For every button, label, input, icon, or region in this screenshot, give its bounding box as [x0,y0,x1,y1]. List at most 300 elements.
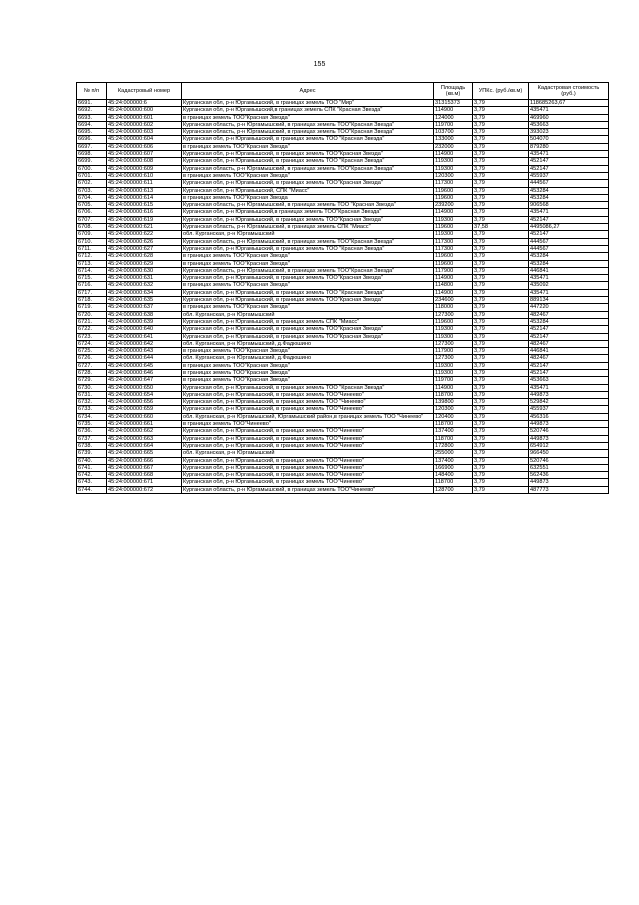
upks-cell: 3,79 [473,413,529,420]
table-row [77,428,609,435]
area-cell: 119600 [434,260,473,267]
area-cell: 119600 [434,194,473,201]
cadastral-value-cell: 452147 [529,165,609,172]
cadastral-value-cell: 482467 [529,355,609,362]
upks-cell: 3,79 [473,129,529,136]
area-cell: 114900 [434,151,473,158]
upks-cell: 3,79 [473,428,529,435]
cadastral-number-cell: 45:24:000000:635 [107,297,182,304]
header-cadastral-value: Кадастровая стоимость (руб.) [529,83,609,100]
table-row [77,413,609,420]
area-cell: 137400 [434,428,473,435]
address-cell: Курганская обл, р-н Юргамышский, в границах земель ТОО"Чинеево" [182,428,434,435]
address-cell: Курганская обл, р-н Юргамышский, в границах земель ТОО"Красная Звезда" [182,151,434,158]
table-row [77,355,609,362]
table-row [77,209,609,216]
upks-cell: 3,79 [473,377,529,384]
area-cell: 120300 [434,406,473,413]
cadastral-number-cell: 45:24:000000:634 [107,289,182,296]
table-row [77,180,609,187]
address-cell: Курганская обл, р-н Юргамышский, в границах земель ТОО"Красная Звезда" [182,333,434,340]
address-cell: обл. Курганская, р-н Юргамышский [182,231,434,238]
cadastral-value-cell: 449873 [529,421,609,428]
cadastral-number-cell: 45:24:000000:671 [107,479,182,486]
upks-cell: 3,79 [473,297,529,304]
area-cell: 119600 [434,253,473,260]
upks-cell: 3,79 [473,289,529,296]
cadastral-value-cell: 453663 [529,377,609,384]
row-number-cell: 6695. [77,129,107,136]
cadastral-value-cell: 562436 [529,472,609,479]
cadastral-number-cell: 45:24:000000:666 [107,457,182,464]
cadastral-number-cell: 45:24:000000:602 [107,121,182,128]
table-header-row [77,83,609,100]
cadastral-value-cell: 435092 [529,282,609,289]
upks-cell: 3,79 [473,180,529,187]
table-row [77,377,609,384]
upks-cell: 3,79 [473,457,529,464]
address-cell: Курганская обл, р-н Юргамышский, в границах земель ТОО "Красная Звезда" [182,158,434,165]
cadastral-number-cell: 45:24:000000:667 [107,464,182,471]
cadastral-number-cell: 45:24:000000:640 [107,326,182,333]
row-number-cell: 6730. [77,384,107,391]
upks-cell: 3,79 [473,318,529,325]
row-number-cell: 6707. [77,216,107,223]
area-cell: 119300 [434,165,473,172]
area-cell: 234600 [434,297,473,304]
cadastral-number-cell: 45:24:000000:668 [107,472,182,479]
address-cell: Курганская область, р-н Юргамышский, в границах земель ТОО"Красная Звезда" [182,129,434,136]
address-cell: Курганская обл, р-н Юргамышский, в границах земель ТОО"Чинеево" [182,435,434,442]
cadastral-value-cell: 632551 [529,464,609,471]
table-row [77,158,609,165]
upks-cell: 3,79 [473,100,529,107]
cadastral-value-cell: 4495086,27 [529,224,609,231]
cadastral-number-cell: 45:24:000000:629 [107,260,182,267]
header-cadastral-number: Кадастровый номер [107,83,182,100]
address-cell: Курганская обл, р-н Юргамышский, в границах земель ТОО"Чинеево" [182,391,434,398]
cadastral-value-cell: 520746 [529,457,609,464]
address-cell: обл. Курганская, р-н Юргамышский, д.Фадюшино [182,340,434,347]
upks-cell: 3,79 [473,333,529,340]
row-number-cell: 6705. [77,202,107,209]
table-row [77,333,609,340]
area-cell: 118700 [434,435,473,442]
cadastral-number-cell: 45:24:000000:654 [107,391,182,398]
area-cell: 119600 [434,224,473,231]
address-cell: в границах земель ТОО"Красная Звезда" [182,348,434,355]
cadastral-number-cell: 45:24:000000:626 [107,238,182,245]
area-cell: 239200 [434,202,473,209]
cadastral-number-cell: 45:24:000000:639 [107,318,182,325]
cadastral-number-cell: 45:24:000000:642 [107,340,182,347]
area-cell: 124000 [434,114,473,121]
address-cell: Курганская область, р-н Юргамышский, в границах земель ТОО"Чинеево" [182,486,434,493]
upks-cell: 3,79 [473,326,529,333]
area-cell: 119700 [434,121,473,128]
address-cell: Курганская область, р-н Юргамышский, в границах земель ТОО"Красная Звезда" [182,121,434,128]
upks-cell: 3,79 [473,362,529,369]
row-number-cell: 6710. [77,238,107,245]
area-cell: 103700 [434,129,473,136]
upks-cell: 3,79 [473,231,529,238]
upks-cell: 3,79 [473,216,529,223]
area-cell: 118700 [434,479,473,486]
address-cell: Курганская обл, р-н Юргамышский,в границах земель СПК "Красная Звезда" [182,107,434,114]
cadastral-number-cell: 45:24:000000:638 [107,311,182,318]
table-row [77,129,609,136]
row-number-cell: 6738. [77,442,107,449]
address-cell: Курганская обл, р-н Юргамышский, в границах земель ТОО"Красная Звезда" [182,297,434,304]
cadastral-number-cell: 45:24:000000:619 [107,216,182,223]
cadastral-value-cell: 453284 [529,187,609,194]
cadastral-number-cell: 45:24:000000:621 [107,224,182,231]
area-cell: 127300 [434,340,473,347]
area-cell: 119300 [434,362,473,369]
table-row [77,187,609,194]
address-cell: Курганская обл, р-н Юргамышский, в границах земель СПК "Миасс" [182,318,434,325]
upks-cell: 3,79 [473,348,529,355]
area-cell: 127300 [434,355,473,362]
table-row [77,275,609,282]
table-row [77,384,609,391]
table-row [77,311,609,318]
cadastral-number-cell: 45:24:000000:6 [107,100,182,107]
cadastral-value-cell: 435471 [529,275,609,282]
row-number-cell: 6724. [77,340,107,347]
row-number-cell: 6744. [77,486,107,493]
cadastral-value-cell: 452147 [529,158,609,165]
cadastral-number-cell: 45:24:000000:613 [107,187,182,194]
area-cell: 114900 [434,289,473,296]
address-cell: Курганская обл, р-н Юргамышский, в границах земель ТОО"Красная Звезда" [182,275,434,282]
address-cell: Курганская область, р-н Юргамышский, в границах земель ТОО"Красная Звезда" [182,267,434,274]
address-cell: в границах земель ТОО"Красная Звезда" [182,114,434,121]
upks-cell: 3,79 [473,435,529,442]
area-cell: 139800 [434,399,473,406]
cadastral-number-cell: 45:24:000000:604 [107,136,182,143]
cadastral-value-cell: 453284 [529,194,609,201]
cadastral-value-cell: 482467 [529,340,609,347]
upks-cell: 3,79 [473,311,529,318]
address-cell: Курганская область, р-н Юргамышский, в границах земель СПК "Миасс" [182,224,434,231]
table-row [77,479,609,486]
upks-cell: 3,79 [473,187,529,194]
address-cell: Курганская область, р-н Юргамышский, в границах земель ТОО "Красная Звезда" [182,202,434,209]
upks-cell: 3,79 [473,114,529,121]
cadastral-value-cell: 452147 [529,362,609,369]
cadastral-value-cell: 452147 [529,369,609,376]
upks-cell: 3,79 [473,391,529,398]
address-cell: Курганская обл, р-н Юргамышский, в границах земель ТОО "Чинеево" [182,399,434,406]
row-number-cell: 6743. [77,479,107,486]
table-row [77,406,609,413]
cadastral-value-cell: 453663 [529,121,609,128]
cadastral-value-cell: 449873 [529,479,609,486]
table-row [77,253,609,260]
upks-cell: 3,79 [473,384,529,391]
header-area: Площадь (кв.м) [434,83,473,100]
area-cell: 119300 [434,231,473,238]
cadastral-number-cell: 45:24:000000:615 [107,202,182,209]
upks-cell: 3,79 [473,107,529,114]
cadastral-number-cell: 45:24:000000:614 [107,194,182,201]
row-number-cell: 6711. [77,245,107,252]
upks-cell: 3,79 [473,340,529,347]
area-cell: 119300 [434,333,473,340]
cadastral-number-cell: 45:24:000000:659 [107,406,182,413]
row-number-cell: 6693. [77,114,107,121]
area-cell: 114900 [434,209,473,216]
header-upks: УПКс. (руб./кв.м) [473,83,529,100]
cadastral-number-cell: 45:24:000000:627 [107,245,182,252]
address-cell: Курганская обл, р-н Юргамышский, в границах земель ТОО "Мир" [182,100,434,107]
cadastral-value-cell: 435471 [529,151,609,158]
cadastral-value-cell: 879280 [529,143,609,150]
cadastral-number-cell: 45:24:000000:632 [107,282,182,289]
upks-cell: 3,79 [473,486,529,493]
row-number-cell: 6734. [77,413,107,420]
cadastral-value-cell: 449873 [529,391,609,398]
cadastral-number-cell: 45:24:000000:644 [107,355,182,362]
row-number-cell: 6702. [77,180,107,187]
cadastral-number-cell: 45:24:000000:656 [107,399,182,406]
cadastral-value-cell: 446841 [529,267,609,274]
table-row [77,304,609,311]
row-number-cell: 6715. [77,275,107,282]
area-cell: 255000 [434,450,473,457]
table-row [77,486,609,493]
table-row [77,136,609,143]
address-cell: в границах земель ТОО"Красная Звезда" [182,260,434,267]
cadastral-value-cell: 452147 [529,326,609,333]
area-cell: 119600 [434,318,473,325]
row-number-cell: 6700. [77,165,107,172]
area-cell: 114900 [434,275,473,282]
upks-cell: 3,79 [473,275,529,282]
area-cell: 119600 [434,187,473,194]
table-row [77,348,609,355]
cadastral-number-cell: 45:24:000000:647 [107,377,182,384]
area-cell: 137400 [434,457,473,464]
address-cell: Курганская обл, р-н Юргамышский, в границах земель ТОО"Красная Звезда" [182,216,434,223]
row-number-cell: 6703. [77,187,107,194]
row-number-cell: 6696. [77,136,107,143]
cadastral-number-cell: 45:24:000000:637 [107,304,182,311]
cadastral-number-cell: 45:24:000000:611 [107,180,182,187]
row-number-cell: 6691. [77,100,107,107]
upks-cell: 3,79 [473,121,529,128]
cadastral-number-cell: 45:24:000000:662 [107,428,182,435]
cadastral-value-cell: 435471 [529,289,609,296]
table-row [77,238,609,245]
cadastral-number-cell: 45:24:000000:630 [107,267,182,274]
row-number-cell: 6725. [77,348,107,355]
area-cell: 118700 [434,421,473,428]
upks-cell: 3,79 [473,158,529,165]
table-row [77,267,609,274]
upks-cell: 3,79 [473,355,529,362]
cadastral-number-cell: 45:24:000000:641 [107,333,182,340]
address-cell: в границах земель ТОО"Красная Звезда" [182,282,434,289]
address-cell: Курганская обл, р-н Юргамышский, в границах земель ТОО"Чинеево" [182,406,434,413]
upks-cell: 3,79 [473,464,529,471]
table-row [77,121,609,128]
address-cell: в границах земель ТОО"Красная Звезда" [182,253,434,260]
address-cell: Курганская область, р-н Юргамышский, в границах земель ТОО"Красная Звезда" [182,238,434,245]
row-number-cell: 6694. [77,121,107,128]
cadastral-number-cell: 45:24:000000:664 [107,442,182,449]
area-cell: 119300 [434,216,473,223]
row-number-cell: 6692. [77,107,107,114]
cadastral-number-cell: 45:24:000000:608 [107,158,182,165]
cadastral-value-cell: 452147 [529,231,609,238]
cadastral-number-cell: 45:24:000000:645 [107,362,182,369]
cadastral-value-cell: 482467 [529,311,609,318]
address-cell: в границах земель ТОО"Красная Звезда" [182,362,434,369]
cadastral-value-cell: 446841 [529,348,609,355]
cadastral-number-cell: 45:24:000000:606 [107,143,182,150]
table-row [77,172,609,179]
row-number-cell: 6712. [77,253,107,260]
upks-cell: 3,79 [473,136,529,143]
area-cell: 119300 [434,369,473,376]
row-number-cell: 6698. [77,151,107,158]
cadastral-number-cell: 45:24:000000:663 [107,435,182,442]
cadastral-number-cell: 45:24:000000:601 [107,114,182,121]
address-cell: Курганская обл, р-н Юргамышский, в границах земель ТОО "Красная Звезда" [182,245,434,252]
table-row [77,391,609,398]
cadastral-value-cell: 435471 [529,107,609,114]
cadastral-value-cell: 504070 [529,136,609,143]
area-cell: 120400 [434,413,473,420]
row-number-cell: 6739. [77,450,107,457]
upks-cell: 3,79 [473,421,529,428]
cadastral-value-cell: 520746 [529,428,609,435]
area-cell: 114800 [434,282,473,289]
table-row [77,340,609,347]
area-cell: 117300 [434,238,473,245]
upks-cell: 3,79 [473,479,529,486]
row-number-cell: 6723. [77,333,107,340]
upks-cell: 3,79 [473,267,529,274]
upks-cell: 3,79 [473,202,529,209]
row-number-cell: 6741. [77,464,107,471]
area-cell: 127300 [434,311,473,318]
cadastral-value-cell: 469960 [529,114,609,121]
table-row [77,260,609,267]
table-row [77,450,609,457]
address-cell: Курганская обл, р-н Юргамышский, в границах земель ТОО"Красная Звезда" [182,180,434,187]
upks-cell: 3,79 [473,172,529,179]
row-number-cell: 6719. [77,304,107,311]
address-cell: обл. Курганская, р-н Юргамышский, д.Фадюшино [182,355,434,362]
address-cell: Курганская обл, р-н Юргамышский, в границах земель ТОО"Красная Звезда" [182,326,434,333]
cadastral-number-cell: 45:24:000000:622 [107,231,182,238]
table-row [77,435,609,442]
cadastral-number-cell: 45:24:000000:631 [107,275,182,282]
row-number-cell: 6708. [77,224,107,231]
upks-cell: 3,79 [473,399,529,406]
address-cell: обл. Курганская, р-н Юргамышский, Юргамышский район,в границах земель ТОО "Чинеево" [182,413,434,420]
table-row [77,216,609,223]
address-cell: Курганская обл, р-н Юргамышский, в границах земель ТОО"Чинеево" [182,442,434,449]
address-cell: Курганская обл, р-н Юргамышский, СПК "Миасс" [182,187,434,194]
table-row [77,289,609,296]
cadastral-number-cell: 45:24:000000:600 [107,107,182,114]
area-cell: 133000 [434,136,473,143]
table-row [77,457,609,464]
table-row [77,143,609,150]
area-cell: 114900 [434,384,473,391]
upks-cell: 3,79 [473,472,529,479]
table-row [77,114,609,121]
cadastral-number-cell: 45:24:000000:672 [107,486,182,493]
upks-cell: 3,79 [473,282,529,289]
cadastral-value-cell: 889134 [529,297,609,304]
cadastral-value-cell: 453284 [529,318,609,325]
cadastral-value-cell: 654912 [529,442,609,449]
upks-cell: 3,79 [473,238,529,245]
table-row [77,369,609,376]
table-row [77,107,609,114]
area-cell: 114900 [434,107,473,114]
table-row [77,194,609,201]
address-cell: в границах земель ТОО"Красная Звезда" [182,143,434,150]
table-row [77,421,609,428]
area-cell: 117300 [434,180,473,187]
cadastral-value-cell: 444567 [529,180,609,187]
cadastral-number-cell: 45:24:000000:616 [107,209,182,216]
row-number-cell: 6728. [77,369,107,376]
table-row [77,297,609,304]
upks-cell: 3,79 [473,369,529,376]
area-cell: 119300 [434,158,473,165]
row-number-cell: 6721. [77,318,107,325]
address-cell: Курганская обл, р-н Юргамышский, в границах земель ТОО"Чинеево" [182,464,434,471]
page-number: 155 [313,61,326,68]
table-row [77,202,609,209]
address-cell: в границах земель ТОО"Красная Звезда" [182,369,434,376]
area-cell: 118700 [434,391,473,398]
row-number-cell: 6701. [77,172,107,179]
cadastral-number-cell: 45:24:000000:610 [107,172,182,179]
upks-cell: 3,79 [473,143,529,150]
address-cell: Курганская обл, р-н Юргамышский, в границах земель ТОО"Чинеево" [182,472,434,479]
row-number-cell: 6699. [77,158,107,165]
area-cell: 31315373 [434,100,473,107]
cadastral-value-cell: 487773 [529,486,609,493]
row-number-cell: 6716. [77,282,107,289]
address-cell: в границах земель ТОО"Чинеево" [182,421,434,428]
cadastral-number-cell: 45:24:000000:665 [107,450,182,457]
address-cell: Курганская область, р-н Юргамышский, в границах земель ТОО"Красная Звезда" [182,165,434,172]
cadastral-value-cell: 444567 [529,245,609,252]
cadastral-number-cell: 45:24:000000:660 [107,413,182,420]
upks-cell: 3,79 [473,260,529,267]
table-row [77,362,609,369]
cadastral-number-cell: 45:24:000000:650 [107,384,182,391]
row-number-cell: 6722. [77,326,107,333]
cadastral-value-cell: 452147 [529,216,609,223]
upks-cell: 3,79 [473,253,529,260]
cadastral-value-cell: 452147 [529,333,609,340]
address-cell: Курганская обл, р-н Юргамышский, в границах земель ТОО "Красная Звезда" [182,384,434,391]
cadastral-value-cell: 453284 [529,260,609,267]
cadastral-value-cell: 393023 [529,129,609,136]
area-cell: 119700 [434,377,473,384]
area-cell: 128700 [434,486,473,493]
